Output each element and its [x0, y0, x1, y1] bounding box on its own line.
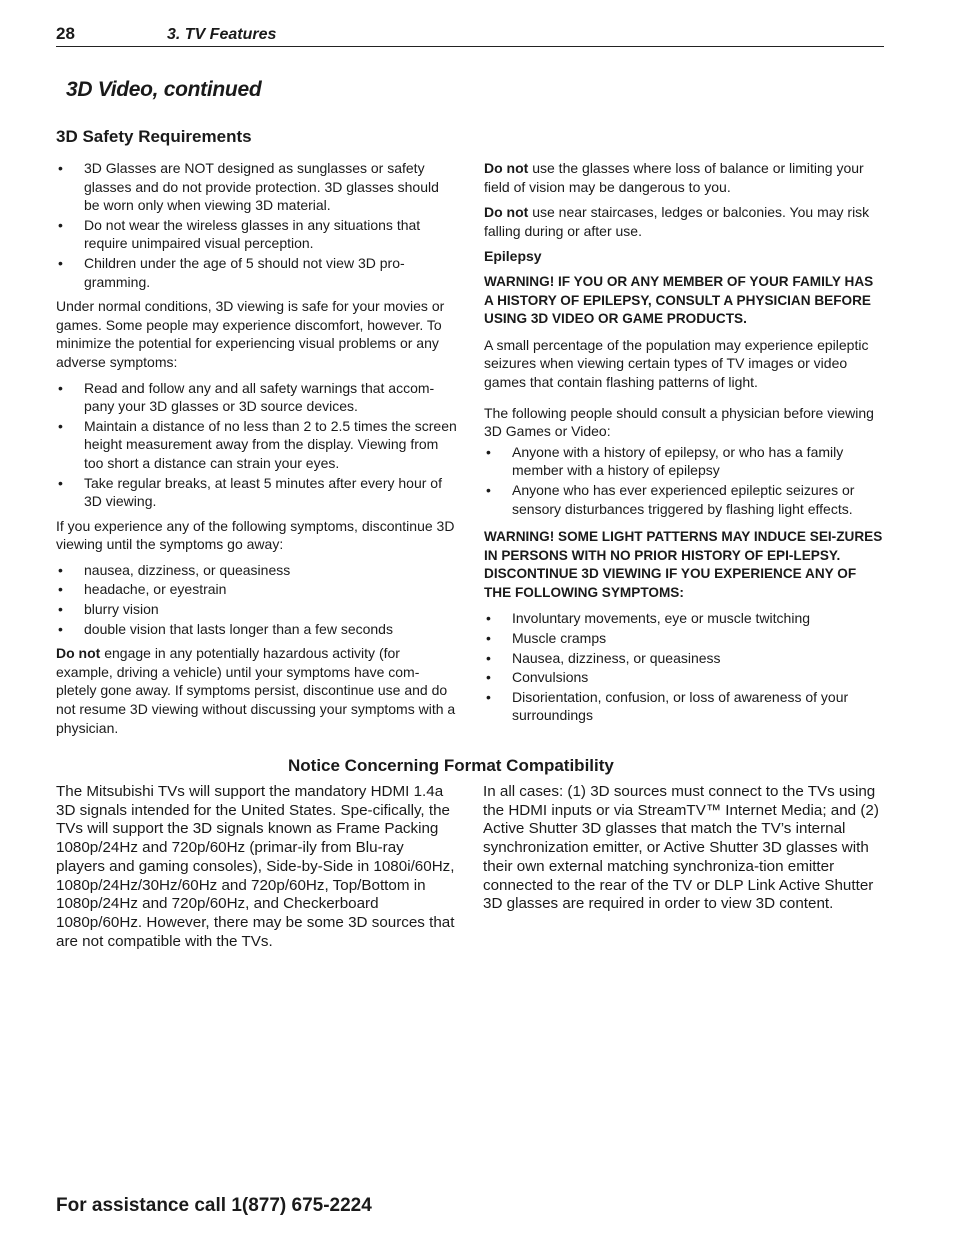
staircase-text: use near staircases, ledges or balconies. You may risk falling during or after use. — [484, 204, 870, 239]
list-item: • Muscle cramps — [484, 629, 884, 648]
list-item: • Do not wear the wireless glasses in any situations that require unimpaired visual perception. — [56, 216, 458, 253]
precautions-bullet-list — [56, 379, 458, 511]
consult-paragraph: The following people should consult a physician before viewing 3D Games or Video: — [484, 404, 874, 440]
list-item: • Involuntary movements, eye or muscle twitching — [484, 609, 884, 628]
balance-text: use the glasses where loss of balance or limiting your field of vision may be dangerous to you. — [484, 160, 864, 195]
hazardous-activity-paragraph — [56, 644, 458, 737]
safety-heading: 3D Safety Requirements — [56, 127, 252, 146]
symptoms-intro-paragraph: If you experience any of the following symptoms, discontinue 3D viewing until the symptoms go away: — [56, 517, 455, 553]
list-item: • Nausea, dizziness, or queasiness — [484, 649, 884, 668]
epilepsy-paragraph: A small percentage of the population may experience epileptic seizures when viewing certain types of TV images or video games that contain flashing patterns of light. — [484, 336, 869, 390]
assistance-footer: For assistance call 1(877) 675-2224 — [56, 1195, 372, 1216]
list-item: • blurry vision — [56, 600, 458, 619]
notice-right-column — [483, 783, 887, 914]
list-item: • double vision that lasts longer than a few seconds — [56, 620, 458, 639]
safety-left-column — [56, 159, 458, 744]
hazardous-activity-text: engage in any potentially hazardous activity (for example, driving a vehicle) until your symptoms have com-pletely gone away. If symptoms persist, discontinue use and do not resume 3D viewing without discussing your symptoms with a physician. — [56, 645, 456, 736]
list-item: • Children under the age of 5 should not view 3D pro-gramming. — [56, 254, 458, 291]
list-item: • Anyone who has ever experienced epileptic seizures or sensory disturbances triggered by flashing light effects. — [484, 481, 884, 518]
notice-left-paragraph: The Mitsubishi TVs will support the mandatory HDMI 1.4a 3D signals intended for the United States. Spe-cifically, the TVs will support the 3D signals known as Frame Packing 1080p/24Hz and 720p/60Hz (primar-ily from Blu-ray players and gaming consoles), Side-by-Side in 1080i/60Hz, 1080p/24Hz/30Hz/60Hz and 720p/60Hz, Top/Bottom in 1080p/24Hz and 720p/60Hz, and Checkerboard 1080p/60Hz. However, there may be some 3D sources that are not compatible with the TVs. — [56, 783, 455, 950]
seizure-symptoms-list — [484, 609, 884, 725]
notice-right-paragraph: In all cases: (1) 3D sources must connect to the TVs using the HDMI inputs or via StreamTV™ Internet Media; and (2) Active Shutter 3D glasses that match the TV’s internal synchronization emitter, or Active Shutter 3D glasses with their own external matching synchroniza-tion emitter connected to the rear of the TV or DLP Link Active Shutter 3D glasses are required in order to view 3D content. — [483, 783, 879, 913]
chapter-title: 3. TV Features — [167, 26, 277, 43]
list-item: • nausea, dizziness, or queasiness — [56, 561, 458, 580]
balance-paragraph — [484, 159, 884, 196]
epilepsy-heading: Epilepsy — [484, 248, 542, 265]
page-header — [56, 24, 884, 47]
people-bullet-list — [484, 443, 884, 518]
list-item: • Convulsions — [484, 668, 884, 687]
normal-conditions-paragraph: Under normal conditions, 3D viewing is safe for your movies or games. Some people may experience discomfort, however. To minimize the potential for experiencing visual problems or any adverse symptoms: — [56, 298, 445, 370]
seizure-warning: WARNING! SOME LIGHT PATTERNS MAY INDUCE SEI-ZURES IN PERSONS WITH NO PRIOR HISTORY OF EPI-LEPSY. DISCONTINUE 3D VIEWING IF YOU EXPERIENCE ANY OF THE FOLLOWING SYMPTOMS: — [484, 529, 883, 600]
do-not-label: Do not — [484, 204, 529, 221]
staircase-paragraph — [484, 203, 884, 240]
list-item: • headache, or eyestrain — [56, 580, 458, 599]
safety-right-column — [484, 159, 884, 731]
list-item: • 3D Glasses are NOT designed as sunglasses or safety glasses and do not provide protection. 3D glasses should be worn only when viewing 3D material. — [56, 159, 458, 215]
list-item: • Take regular breaks, at least 5 minutes after every hour of 3D viewing. — [56, 474, 458, 511]
section-title: 3D Video, continued — [66, 78, 262, 101]
list-item: • Disorientation, confusion, or loss of awareness of your surroundings — [484, 688, 884, 725]
notice-left-column — [56, 783, 456, 951]
list-item: • Maintain a distance of no less than 2 to 2.5 times the screen height measurement away from the display. Viewing from too short a distance can strain your eyes. — [56, 417, 458, 473]
symptoms-bullet-list — [56, 561, 458, 638]
do-not-label: Do not — [56, 645, 101, 662]
list-item: • Anyone with a history of epilepsy, or who has a family member with a history of epilepsy — [484, 443, 884, 480]
glasses-bullet-list — [56, 159, 458, 291]
do-not-label: Do not — [484, 160, 529, 176]
epilepsy-warning: WARNING! IF YOU OR ANY MEMBER OF YOUR FAMILY HAS A HISTORY OF EPILEPSY, CONSULT A PHYSICIAN BEFORE USING 3D VIDEO OR GAME PRODUCTS. — [484, 273, 874, 327]
list-item: • Read and follow any and all safety warnings that accom-pany your 3D glasses or 3D source devices. — [56, 379, 458, 416]
notice-heading: Notice Concerning Format Compatibility — [288, 756, 614, 775]
page-number: 28 — [56, 24, 75, 43]
